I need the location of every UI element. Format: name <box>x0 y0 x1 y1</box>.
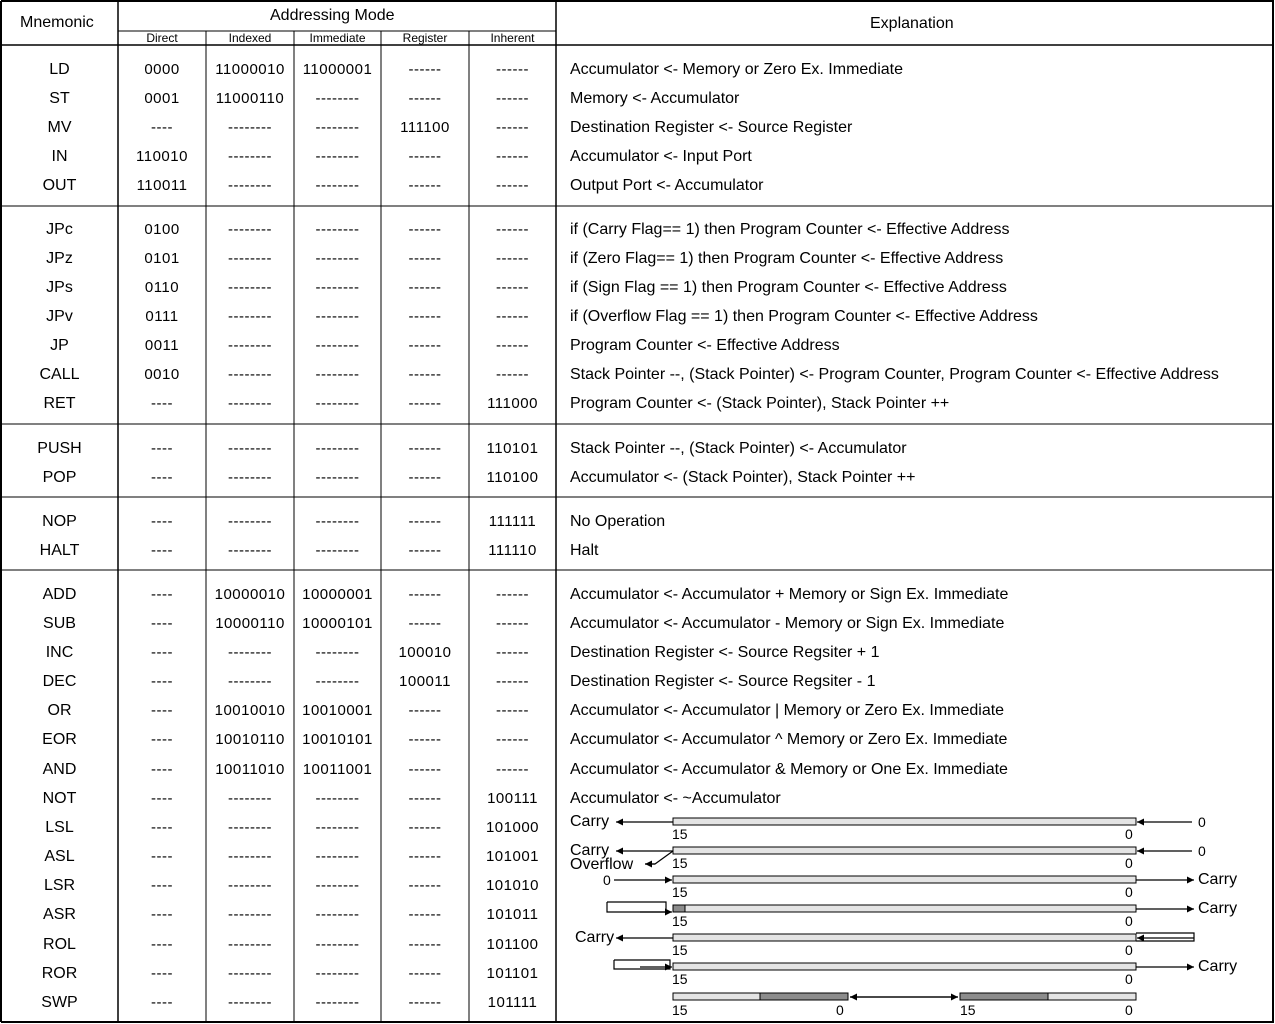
direct-cell: ---- <box>151 848 173 865</box>
mnemonic-cell: LD <box>49 61 70 78</box>
inherent-cell: 101001 <box>485 848 540 865</box>
mnemonic-cell: LSL <box>45 819 74 836</box>
indexed-cell: -------- <box>228 673 272 690</box>
direct-cell: ---- <box>151 395 173 412</box>
mnemonic-cell: POP <box>42 469 77 486</box>
inherent-cell: ------ <box>496 337 529 354</box>
immediate-cell: -------- <box>315 877 360 894</box>
bit-label-low: 0 <box>1125 826 1133 842</box>
asr-sign-bit <box>673 905 685 912</box>
inherent-cell: ------ <box>496 644 529 661</box>
direct-cell: ---- <box>151 731 173 748</box>
register-cell: ------ <box>408 702 442 719</box>
immediate-cell: -------- <box>315 221 360 238</box>
immediate-header: Immediate <box>309 31 366 45</box>
direct-cell: ---- <box>151 761 173 778</box>
register-cell: ------ <box>408 615 442 632</box>
immediate-cell: 10010001 <box>302 702 373 719</box>
inherent-cell: ------ <box>496 250 529 267</box>
carry-label: Carry <box>1198 958 1238 975</box>
mnemonic-cell: PUSH <box>37 440 82 457</box>
asr-sign-loop <box>607 902 666 912</box>
indexed-cell: -------- <box>228 994 272 1011</box>
register-cell: ------ <box>408 819 442 836</box>
inherent-cell: 101111 <box>487 994 538 1011</box>
swp-high-byte-shaded <box>760 993 848 1000</box>
arrow-head <box>616 848 623 855</box>
inherent-cell: ------ <box>496 177 529 194</box>
direct-cell: ---- <box>151 513 173 530</box>
direct-cell: ---- <box>151 936 173 953</box>
direct-cell: ---- <box>151 615 173 632</box>
mnemonic-cell: DEC <box>42 673 77 690</box>
register-cell: ------ <box>408 994 442 1011</box>
direct-cell: 0000 <box>144 61 180 78</box>
explanation-cell: Accumulator <- Accumulator | Memory or Zero Ex. Immediate <box>570 702 1005 719</box>
register-cell: 111100 <box>400 119 450 136</box>
indexed-cell: -------- <box>228 395 272 412</box>
immediate-cell: -------- <box>315 250 360 267</box>
immediate-cell: -------- <box>315 513 360 530</box>
immediate-cell: -------- <box>315 119 360 136</box>
addressing-mode-header: Addressing Mode <box>270 7 395 24</box>
explanation-cell: Accumulator <- Memory or Zero Ex. Immediate <box>570 61 903 78</box>
immediate-cell: -------- <box>315 440 360 457</box>
indexed-cell: 11000010 <box>215 61 285 78</box>
arrow-head <box>1187 877 1194 884</box>
bit-label-high: 15 <box>672 942 688 958</box>
inherent-cell: ------ <box>496 615 529 632</box>
ror-register <box>673 963 1136 970</box>
direct-cell: ---- <box>151 440 173 457</box>
indexed-cell: 10011010 <box>215 761 285 778</box>
indexed-cell: -------- <box>228 250 272 267</box>
indexed-cell: -------- <box>228 366 272 383</box>
indexed-cell: -------- <box>228 148 272 165</box>
inherent-cell: ------ <box>496 673 529 690</box>
direct-cell: ---- <box>151 673 173 690</box>
inherent-cell: 100111 <box>487 790 538 807</box>
register-cell: ------ <box>408 965 442 982</box>
bit-label-high: 15 <box>672 826 688 842</box>
zero-label: 0 <box>1198 843 1206 859</box>
indexed-cell: -------- <box>228 440 272 457</box>
direct-cell: ---- <box>151 994 173 1011</box>
asl-register <box>673 847 1136 854</box>
mnemonic-cell: INC <box>45 644 74 661</box>
register-cell: ------ <box>408 877 442 894</box>
immediate-cell: -------- <box>315 337 360 354</box>
inherent-cell: ------ <box>496 119 529 136</box>
overflow-label: Overflow <box>570 856 634 873</box>
register-cell: ------ <box>408 221 442 238</box>
mnemonic-cell: SWP <box>41 994 78 1011</box>
carry-label: Carry <box>575 929 615 946</box>
bit-label-high: 15 <box>960 1002 976 1018</box>
bit-label-low: 0 <box>1125 913 1133 929</box>
indexed-cell: -------- <box>228 542 272 559</box>
register-cell: ------ <box>408 395 442 412</box>
inherent-cell: ------ <box>496 761 529 778</box>
immediate-cell: -------- <box>315 395 360 412</box>
zero-label: 0 <box>1198 814 1206 830</box>
arrow-head <box>1137 848 1144 855</box>
mnemonic-cell: NOP <box>42 513 77 530</box>
mnemonic-cell: NOT <box>42 790 77 807</box>
direct-cell: ---- <box>151 877 173 894</box>
carry-label: Carry <box>1198 871 1238 888</box>
arrow-head <box>1137 819 1144 826</box>
immediate-cell: -------- <box>315 936 360 953</box>
lsr-register <box>673 876 1136 883</box>
mnemonic-cell: ST <box>49 90 70 107</box>
register-cell: ------ <box>408 761 442 778</box>
bit-label-low: 0 <box>1125 855 1133 871</box>
inherent-cell: ------ <box>496 90 529 107</box>
immediate-cell: -------- <box>315 994 360 1011</box>
direct-cell: ---- <box>151 644 173 661</box>
direct-cell: 0101 <box>144 250 180 267</box>
inherent-cell: ------ <box>496 702 529 719</box>
indexed-cell: -------- <box>228 848 272 865</box>
direct-cell: 0010 <box>144 366 180 383</box>
explanation-cell: Program Counter <- (Stack Pointer), Stack Pointer ++ <box>570 395 950 412</box>
register-cell: ------ <box>408 542 442 559</box>
bit-label-high: 15 <box>672 855 688 871</box>
explanation-cell: Destination Register <- Source Regsiter - 1 <box>570 673 876 690</box>
register-cell: ------ <box>408 279 442 296</box>
immediate-cell: -------- <box>315 848 360 865</box>
carry-label: Carry <box>570 813 610 830</box>
explanation-cell: Accumulator <- ~Accumulator <box>570 790 781 807</box>
immediate-cell: -------- <box>315 644 360 661</box>
register-cell: ------ <box>408 366 442 383</box>
direct-cell: ---- <box>151 469 173 486</box>
direct-cell: ---- <box>151 586 173 603</box>
explanation-cell: Memory <- Accumulator <box>570 90 740 107</box>
explanation-cell: Accumulator <- (Stack Pointer), Stack Pointer ++ <box>570 469 916 486</box>
bit-label-low: 0 <box>836 1002 844 1018</box>
inherent-cell: 101011 <box>486 906 539 923</box>
mnemonic-cell: ROL <box>43 936 76 953</box>
register-cell: ------ <box>408 731 442 748</box>
mnemonic-cell: JPs <box>46 279 73 296</box>
carry-label: Carry <box>1198 900 1238 917</box>
immediate-cell: -------- <box>315 965 360 982</box>
immediate-cell: -------- <box>315 90 360 107</box>
mnemonic-cell: LSR <box>43 877 76 894</box>
inherent-cell: ------ <box>496 148 529 165</box>
direct-cell: ---- <box>151 965 173 982</box>
bit-label-high: 15 <box>672 1002 688 1018</box>
rol-loop <box>1136 933 1194 941</box>
direct-cell: 110011 <box>136 177 188 194</box>
inherent-cell: 110100 <box>486 469 539 486</box>
mnemonic-cell: ASL <box>44 848 75 865</box>
indexed-cell: -------- <box>228 221 272 238</box>
immediate-cell: -------- <box>315 308 360 325</box>
register-cell: ------ <box>408 586 442 603</box>
register-cell: ------ <box>408 308 442 325</box>
inherent-cell: ------ <box>496 366 529 383</box>
explanation-cell: Stack Pointer --, (Stack Pointer) <- Accumulator <box>570 440 907 457</box>
immediate-cell: -------- <box>315 790 360 807</box>
indexed-cell: -------- <box>228 119 272 136</box>
mnemonic-cell: HALT <box>39 542 80 559</box>
arrow-head <box>665 877 672 884</box>
inherent-cell: ------ <box>496 308 529 325</box>
explanation-cell: Accumulator <- Accumulator + Memory or Sign Ex. Immediate <box>570 586 1009 603</box>
register-header: Register <box>402 31 448 45</box>
direct-cell: 0111 <box>145 308 179 325</box>
explanation-cell: Accumulator <- Accumulator ^ Memory or Zero Ex. Immediate <box>570 731 1008 748</box>
mnemonic-cell: ASR <box>43 906 76 923</box>
inherent-cell: ------ <box>496 221 529 238</box>
direct-header: Direct <box>146 31 178 45</box>
immediate-cell: -------- <box>315 148 360 165</box>
arrow-head <box>616 819 623 826</box>
inherent-cell: 111111 <box>488 513 537 530</box>
indexed-cell: -------- <box>228 877 272 894</box>
register-cell: ------ <box>408 250 442 267</box>
bit-label-low: 0 <box>1125 942 1133 958</box>
inherent-cell: 111000 <box>487 395 538 412</box>
indexed-cell: -------- <box>228 790 272 807</box>
arrow-head <box>850 994 857 1001</box>
direct-cell: 0011 <box>144 337 180 354</box>
explanation-cell: if (Overflow Flag == 1) then Program Counter <- Effective Address <box>570 308 1038 325</box>
lsl-register <box>673 818 1136 825</box>
immediate-cell: -------- <box>315 819 360 836</box>
bit-label-low: 0 <box>1125 1002 1133 1018</box>
mnemonic-cell: EOR <box>42 731 77 748</box>
mnemonic-cell: JPc <box>46 221 73 238</box>
bit-label-high: 15 <box>672 913 688 929</box>
register-cell: ------ <box>408 177 442 194</box>
register-cell: ------ <box>408 440 442 457</box>
inherent-cell: 101000 <box>485 819 540 836</box>
indexed-cell: -------- <box>228 644 272 661</box>
inherent-cell: ------ <box>496 61 529 78</box>
arrow-head <box>665 909 672 916</box>
explanation-cell: if (Carry Flag== 1) then Program Counter <- Effective Address <box>570 221 1010 238</box>
register-cell: ------ <box>408 337 442 354</box>
immediate-cell: -------- <box>315 366 360 383</box>
ror-loop <box>614 960 670 969</box>
direct-cell: ---- <box>151 702 173 719</box>
immediate-cell: 11000001 <box>302 61 373 78</box>
bit-label-low: 0 <box>1125 884 1133 900</box>
indexed-header: Indexed <box>228 31 272 45</box>
arrow-head <box>645 861 652 868</box>
indexed-cell: -------- <box>228 819 272 836</box>
mnemonic-cell: OR <box>47 702 72 719</box>
immediate-cell: 10011001 <box>302 761 373 778</box>
register-cell: 100011 <box>399 673 451 690</box>
explanation-cell: Stack Pointer --, (Stack Pointer) <- Program Counter, Program Counter <- Effective Address <box>570 366 1219 383</box>
rol-register <box>673 934 1136 941</box>
direct-cell: 0100 <box>144 221 180 238</box>
inherent-cell: ------ <box>496 586 529 603</box>
swp-low-byte-shaded <box>960 993 1048 1000</box>
explanation-cell: Accumulator <- Accumulator - Memory or Sign Ex. Immediate <box>570 615 1005 632</box>
bit-label-high: 15 <box>672 971 688 987</box>
inherent-header: Inherent <box>490 31 535 45</box>
register-cell: ------ <box>408 90 442 107</box>
immediate-cell: -------- <box>315 542 360 559</box>
mnemonic-cell: SUB <box>43 615 76 632</box>
explanation-header: Explanation <box>870 15 954 32</box>
direct-cell: ---- <box>151 790 173 807</box>
register-cell: ------ <box>408 906 442 923</box>
mnemonic-cell: ADD <box>42 586 77 603</box>
direct-cell: ---- <box>151 819 173 836</box>
indexed-cell: 11000110 <box>215 90 285 107</box>
carry-label: Carry <box>570 842 610 859</box>
register-cell: ------ <box>408 513 442 530</box>
indexed-cell: -------- <box>228 965 272 982</box>
inherent-cell: 111110 <box>488 542 537 559</box>
immediate-cell: 10000001 <box>302 586 373 603</box>
register-cell: ------ <box>408 61 442 78</box>
arrow-head <box>1187 906 1194 913</box>
inherent-cell: ------ <box>496 731 529 748</box>
inherent-cell: 101101 <box>486 965 539 982</box>
explanation-cell: if (Zero Flag== 1) then Program Counter <- Effective Address <box>570 250 1004 267</box>
immediate-cell: -------- <box>315 279 360 296</box>
register-cell: ------ <box>408 148 442 165</box>
explanation-cell: Destination Register <- Source Regsiter + 1 <box>570 644 880 661</box>
mnemonic-cell: CALL <box>39 366 80 383</box>
mnemonic-header: Mnemonic <box>20 14 94 31</box>
indexed-cell: 10000110 <box>215 615 285 632</box>
direct-cell: ---- <box>151 542 173 559</box>
immediate-cell: -------- <box>315 177 360 194</box>
explanation-cell: Output Port <- Accumulator <box>570 177 764 194</box>
inherent-cell: 101100 <box>486 936 539 953</box>
immediate-cell: 10010101 <box>302 731 373 748</box>
explanation-cell: if (Sign Flag == 1) then Program Counter <- Effective Address <box>570 279 1007 296</box>
bit-label-high: 15 <box>672 884 688 900</box>
indexed-cell: 10000010 <box>214 586 286 603</box>
immediate-cell: -------- <box>315 469 360 486</box>
arrow-head <box>616 935 623 942</box>
inherent-cell: 101010 <box>485 877 540 894</box>
mnemonic-cell: JPz <box>46 250 73 267</box>
zero-label: 0 <box>603 872 611 888</box>
direct-cell: ---- <box>151 906 173 923</box>
asr-register <box>673 905 1136 912</box>
register-cell: ------ <box>408 936 442 953</box>
explanation-cell: Accumulator <- Accumulator & Memory or One Ex. Immediate <box>570 761 1008 778</box>
inherent-cell: 110101 <box>486 440 539 457</box>
mnemonic-cell: OUT <box>42 177 77 194</box>
direct-cell: 110010 <box>136 148 188 165</box>
direct-cell: 0001 <box>144 90 180 107</box>
explanation-cell: No Operation <box>570 513 666 530</box>
indexed-cell: -------- <box>228 936 272 953</box>
mnemonic-cell: JP <box>50 337 69 354</box>
mnemonic-cell: AND <box>42 761 77 778</box>
indexed-cell: -------- <box>228 279 272 296</box>
indexed-cell: -------- <box>228 513 272 530</box>
indexed-cell: -------- <box>228 337 272 354</box>
indexed-cell: -------- <box>228 177 272 194</box>
arrow-head <box>1187 964 1194 971</box>
explanation-cell: Accumulator <- Input Port <box>570 148 752 165</box>
mnemonic-cell: JPv <box>46 308 73 325</box>
explanation-cell: Destination Register <- Source Register <box>570 119 853 136</box>
direct-cell: 0110 <box>144 279 180 296</box>
explanation-cell: Halt <box>570 542 599 559</box>
direct-cell: ---- <box>151 119 173 136</box>
immediate-cell: 10000101 <box>302 615 373 632</box>
mnemonic-cell: MV <box>47 119 72 136</box>
indexed-cell: -------- <box>228 308 272 325</box>
indexed-cell: 10010010 <box>214 702 286 719</box>
register-cell: ------ <box>408 469 442 486</box>
indexed-cell: 10010110 <box>215 731 285 748</box>
indexed-cell: -------- <box>228 469 272 486</box>
register-cell: 100010 <box>398 644 452 661</box>
register-cell: ------ <box>408 790 442 807</box>
bit-label-low: 0 <box>1125 971 1133 987</box>
explanation-cell: Program Counter <- Effective Address <box>570 337 840 354</box>
indexed-cell: -------- <box>228 906 272 923</box>
immediate-cell: -------- <box>315 673 360 690</box>
mnemonic-cell: IN <box>51 148 68 165</box>
mnemonic-cell: RET <box>43 395 76 412</box>
mnemonic-cell: ROR <box>41 965 78 982</box>
register-cell: ------ <box>408 848 442 865</box>
immediate-cell: -------- <box>315 906 360 923</box>
inherent-cell: ------ <box>496 279 529 296</box>
